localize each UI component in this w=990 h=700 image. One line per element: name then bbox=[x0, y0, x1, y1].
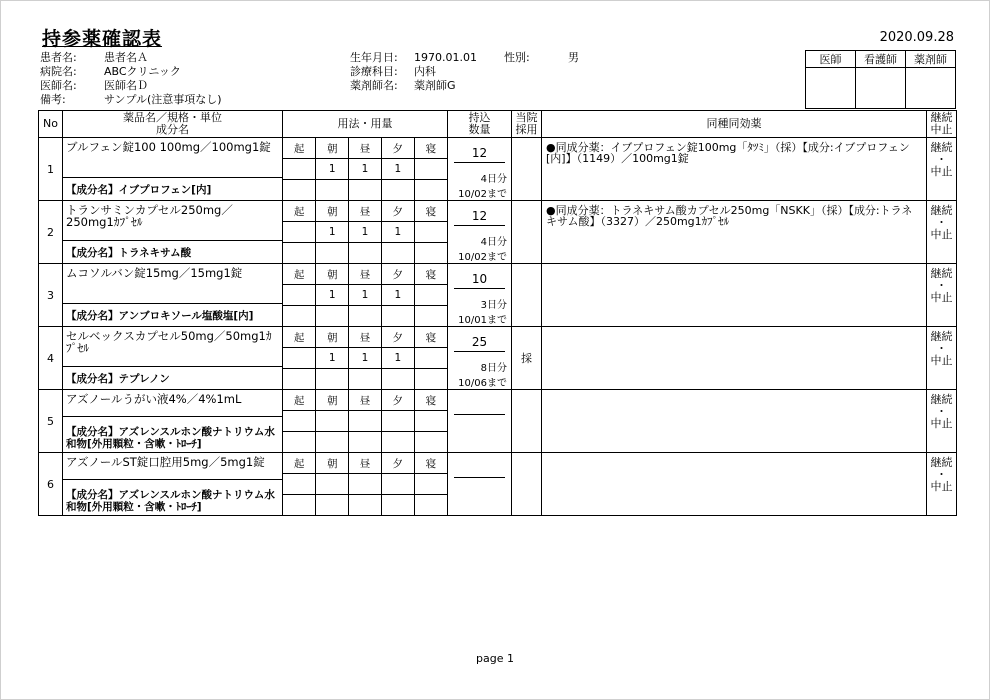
dose-label: 寝 bbox=[414, 327, 447, 348]
same-effect-drug bbox=[542, 264, 927, 327]
qty-cell bbox=[448, 453, 512, 516]
qty-value[interactable]: 25 bbox=[454, 335, 505, 352]
dose-label: 起 bbox=[283, 390, 316, 411]
col-qty-line2: 数量 bbox=[468, 123, 491, 136]
dose-label: 夕 bbox=[381, 201, 414, 222]
dose-blank[interactable] bbox=[381, 306, 414, 327]
drug-divider bbox=[63, 177, 282, 178]
table-row bbox=[39, 264, 957, 327]
drug-name: ムコソルバン錠15mg／15mg1錠 bbox=[66, 266, 243, 280]
qty-value[interactable] bbox=[454, 398, 505, 415]
dob-label: 生年月日: bbox=[350, 51, 398, 64]
sex-value: 男 bbox=[568, 51, 579, 64]
qty-value[interactable]: 12 bbox=[454, 146, 505, 163]
dose-value[interactable] bbox=[414, 159, 447, 180]
table-header bbox=[39, 111, 957, 138]
dose-value[interactable]: 1 bbox=[381, 348, 414, 369]
dose-value[interactable]: 1 bbox=[316, 285, 349, 306]
drug-name: トランサミンカプセル250mg／250mg1ｶﾌﾟｾﾙ bbox=[66, 203, 233, 229]
adopt-flag bbox=[512, 453, 542, 516]
document-title: 持参薬確認表 bbox=[42, 28, 163, 50]
dose-label: 寝 bbox=[414, 453, 447, 474]
qty-until: 10/02まで bbox=[458, 252, 507, 263]
dose-blank[interactable] bbox=[414, 432, 447, 453]
dose-value[interactable]: 1 bbox=[349, 348, 382, 369]
continue-label[interactable]: 継続 bbox=[930, 267, 953, 280]
dose-label: 夕 bbox=[381, 138, 414, 159]
dose-label: 寝 bbox=[414, 390, 447, 411]
patient-name: 患者名Ａ bbox=[104, 51, 148, 64]
drug-cell bbox=[63, 327, 283, 390]
col-qty-line1: 持込 bbox=[468, 111, 491, 124]
drug-name: ブルフェン錠100 100mg／100mg1錠 bbox=[66, 140, 271, 154]
medication-table bbox=[38, 110, 957, 516]
dose-blank[interactable] bbox=[381, 243, 414, 264]
dose-label: 朝 bbox=[316, 390, 349, 411]
separator-dot: ・ bbox=[936, 405, 947, 418]
doctor-label: 医師名: bbox=[40, 79, 77, 92]
drug-component: 【成分名】アズレンスルホン酸ナトリウム水和物[外用顆粒・含嗽・ﾄﾛｰﾁ] bbox=[66, 426, 275, 450]
col-drug bbox=[63, 111, 283, 138]
drug-cell bbox=[63, 390, 283, 453]
continue-label[interactable]: 継続 bbox=[930, 204, 953, 217]
same-effect-drug: ●同成分薬：トラネキサム酸カプセル250mg「NSKK」（採）【成分:トラネキサム酸】（3327）／250mg1ｶﾌﾟｾﾙ bbox=[542, 201, 927, 264]
drug-component: 【成分名】テプレノン bbox=[66, 373, 170, 385]
dose-value[interactable]: 1 bbox=[381, 159, 414, 180]
dose-blank[interactable] bbox=[414, 180, 447, 201]
dose-value[interactable]: 1 bbox=[316, 222, 349, 243]
dose-value[interactable] bbox=[381, 474, 414, 495]
note-label: 備考: bbox=[40, 93, 66, 106]
note-text: サンプル(注意事項なし) bbox=[104, 93, 222, 106]
pharmacist-value: 薬剤師G bbox=[414, 79, 456, 92]
adopt-flag bbox=[512, 390, 542, 453]
drug-component: 【成分名】アンブロキソール塩酸塩[内] bbox=[66, 310, 254, 322]
stop-label[interactable]: 中止 bbox=[930, 228, 953, 241]
dose-cell bbox=[283, 390, 448, 453]
continue-label[interactable]: 継続 bbox=[930, 141, 953, 154]
dose-grid bbox=[283, 264, 447, 326]
dose-value[interactable] bbox=[316, 411, 349, 432]
drug-name: アズノールうがい液4%／4%1mL bbox=[66, 392, 242, 406]
dose-value[interactable] bbox=[349, 474, 382, 495]
col-cont-line1: 継続 bbox=[930, 111, 953, 124]
qty-days: 4日分 bbox=[480, 174, 507, 185]
stop-label[interactable]: 中止 bbox=[930, 480, 953, 493]
qty-days: 3日分 bbox=[480, 300, 507, 311]
drug-component: 【成分名】イブプロフェン[内] bbox=[66, 184, 212, 196]
dose-blank[interactable] bbox=[316, 306, 349, 327]
pharmacist-label: 薬剤師名: bbox=[350, 79, 398, 92]
dose-label: 昼 bbox=[349, 390, 382, 411]
page-number: page 1 bbox=[476, 652, 514, 665]
same-effect-drug bbox=[542, 327, 927, 390]
dose-value[interactable]: 1 bbox=[349, 222, 382, 243]
dose-blank[interactable] bbox=[381, 495, 414, 516]
dose-value[interactable] bbox=[283, 222, 316, 243]
patient-name-label: 患者名: bbox=[40, 51, 77, 64]
dose-blank[interactable] bbox=[316, 495, 349, 516]
sex-label: 性別: bbox=[504, 51, 530, 64]
dose-blank[interactable] bbox=[283, 243, 316, 264]
dose-label: 朝 bbox=[316, 453, 349, 474]
dose-blank[interactable] bbox=[349, 369, 382, 390]
adopt-flag bbox=[512, 201, 542, 264]
col-qty bbox=[448, 111, 512, 138]
dose-grid bbox=[283, 138, 447, 200]
dose-label: 起 bbox=[283, 138, 316, 159]
continue-stop-cell[interactable] bbox=[927, 390, 957, 453]
document-date: 2020.09.28 bbox=[879, 30, 954, 45]
dose-label: 寝 bbox=[414, 264, 447, 285]
dose-cell bbox=[283, 201, 448, 264]
dose-value[interactable] bbox=[414, 285, 447, 306]
dose-label: 朝 bbox=[316, 138, 349, 159]
dose-value[interactable] bbox=[316, 474, 349, 495]
adopt-flag bbox=[512, 138, 542, 201]
dose-grid bbox=[283, 201, 447, 263]
dose-label: 寝 bbox=[414, 201, 447, 222]
stop-label[interactable]: 中止 bbox=[930, 354, 953, 367]
dose-blank[interactable] bbox=[283, 180, 316, 201]
continue-stop-cell[interactable] bbox=[927, 264, 957, 327]
adopt-flag: 採 bbox=[512, 327, 542, 390]
signoff-pharmacist-stamp[interactable] bbox=[906, 68, 956, 109]
dose-label: 夕 bbox=[381, 453, 414, 474]
dose-blank[interactable] bbox=[283, 432, 316, 453]
dose-value[interactable]: 1 bbox=[381, 285, 414, 306]
qty-value[interactable]: 12 bbox=[454, 209, 505, 226]
dose-label: 夕 bbox=[381, 390, 414, 411]
dose-value[interactable]: 1 bbox=[349, 159, 382, 180]
drug-component: 【成分名】アズレンスルホン酸ナトリウム水和物[外用顆粒・含嗽・ﾄﾛｰﾁ] bbox=[66, 489, 275, 513]
qty-cell bbox=[448, 201, 512, 264]
dose-label: 朝 bbox=[316, 264, 349, 285]
qty-value[interactable]: 10 bbox=[454, 272, 505, 289]
dose-label: 朝 bbox=[316, 201, 349, 222]
dept-value: 内科 bbox=[414, 65, 436, 78]
drug-cell bbox=[63, 453, 283, 516]
qty-until: 10/06まで bbox=[458, 378, 507, 389]
drug-divider bbox=[63, 416, 282, 417]
table-row bbox=[39, 390, 957, 453]
qty-cell bbox=[448, 327, 512, 390]
dose-blank[interactable] bbox=[349, 306, 382, 327]
dose-blank[interactable] bbox=[349, 495, 382, 516]
col-usage: 用法・用量 bbox=[283, 111, 448, 138]
drug-name: アズノールST錠口腔用5mg／5mg1錠 bbox=[66, 455, 265, 469]
separator-dot: ・ bbox=[936, 153, 947, 166]
same-effect-drug bbox=[542, 453, 927, 516]
separator-dot: ・ bbox=[936, 279, 947, 292]
dose-label: 起 bbox=[283, 264, 316, 285]
drug-divider bbox=[63, 303, 282, 304]
col-adopt-line1: 当院 bbox=[515, 111, 538, 124]
dose-blank[interactable] bbox=[316, 180, 349, 201]
dose-value[interactable] bbox=[283, 285, 316, 306]
table-row bbox=[39, 453, 957, 516]
table-row bbox=[39, 201, 957, 264]
qty-until: 10/02まで bbox=[458, 189, 507, 200]
dose-value[interactable] bbox=[381, 411, 414, 432]
qty-cell bbox=[448, 390, 512, 453]
dose-label: 夕 bbox=[381, 264, 414, 285]
continue-label[interactable]: 継続 bbox=[930, 456, 953, 469]
signoff-nurse-label: 看護師 bbox=[856, 51, 906, 68]
dept-label: 診療科目: bbox=[350, 65, 398, 78]
row-number: 5 bbox=[39, 390, 63, 453]
signoff-doctor-stamp[interactable] bbox=[806, 68, 856, 109]
continue-label[interactable]: 継続 bbox=[930, 330, 953, 343]
signoff-nurse-stamp[interactable] bbox=[856, 68, 906, 109]
row-number: 3 bbox=[39, 264, 63, 327]
dose-label: 寝 bbox=[414, 138, 447, 159]
qty-days: 8日分 bbox=[480, 363, 507, 374]
signoff-pharmacist-label: 薬剤師 bbox=[906, 51, 956, 68]
dose-value[interactable] bbox=[414, 411, 447, 432]
continue-stop-cell[interactable] bbox=[927, 138, 957, 201]
dose-cell bbox=[283, 138, 448, 201]
drug-divider bbox=[63, 366, 282, 367]
continue-label[interactable]: 継続 bbox=[930, 393, 953, 406]
qty-cell bbox=[448, 264, 512, 327]
separator-dot: ・ bbox=[936, 468, 947, 481]
dose-label: 昼 bbox=[349, 264, 382, 285]
row-number: 2 bbox=[39, 201, 63, 264]
dose-blank[interactable] bbox=[381, 432, 414, 453]
col-adopt-line2: 採用 bbox=[515, 123, 538, 136]
dose-value[interactable]: 1 bbox=[316, 348, 349, 369]
adopt-flag bbox=[512, 264, 542, 327]
dose-blank[interactable] bbox=[414, 369, 447, 390]
dose-blank[interactable] bbox=[381, 369, 414, 390]
dose-label: 起 bbox=[283, 453, 316, 474]
dose-blank[interactable] bbox=[349, 243, 382, 264]
dose-value[interactable] bbox=[283, 348, 316, 369]
dose-blank[interactable] bbox=[316, 243, 349, 264]
dose-value[interactable] bbox=[349, 411, 382, 432]
qty-cell bbox=[448, 138, 512, 201]
dose-blank[interactable] bbox=[316, 432, 349, 453]
row-number: 4 bbox=[39, 327, 63, 390]
drug-name: セルベックスカプセル50mg／50mg1ｶﾌﾟｾﾙ bbox=[66, 329, 272, 355]
dose-blank[interactable] bbox=[349, 180, 382, 201]
dose-label: 朝 bbox=[316, 327, 349, 348]
dose-value[interactable]: 1 bbox=[349, 285, 382, 306]
dose-value[interactable]: 1 bbox=[381, 222, 414, 243]
dose-blank[interactable] bbox=[283, 495, 316, 516]
separator-dot: ・ bbox=[936, 216, 947, 229]
hospital-name: ABCクリニック bbox=[104, 65, 181, 78]
col-adopt bbox=[512, 111, 542, 138]
dose-cell bbox=[283, 327, 448, 390]
stop-label[interactable]: 中止 bbox=[930, 165, 953, 178]
qty-until: 10/01まで bbox=[458, 315, 507, 326]
dose-blank[interactable] bbox=[381, 180, 414, 201]
table-row bbox=[39, 138, 957, 201]
dose-grid bbox=[283, 453, 447, 515]
stop-label[interactable]: 中止 bbox=[930, 291, 953, 304]
dose-label: 起 bbox=[283, 327, 316, 348]
separator-dot: ・ bbox=[936, 342, 947, 355]
row-number: 1 bbox=[39, 138, 63, 201]
qty-days: 4日分 bbox=[480, 237, 507, 248]
dose-blank[interactable] bbox=[349, 432, 382, 453]
qty-value[interactable] bbox=[454, 461, 505, 478]
dose-blank[interactable] bbox=[414, 243, 447, 264]
dob-value: 1970.01.01 bbox=[414, 51, 477, 64]
same-effect-drug: ●同成分薬：イブプロフェン錠100mg「ﾀﾂﾐ」（採）【成分:イブプロフェン[内]】（1149）／100mg1錠 bbox=[542, 138, 927, 201]
dose-value[interactable] bbox=[414, 348, 447, 369]
dose-blank[interactable] bbox=[316, 369, 349, 390]
stop-label[interactable]: 中止 bbox=[930, 417, 953, 430]
continue-stop-cell[interactable] bbox=[927, 453, 957, 516]
doctor-name: 医師名Ｄ bbox=[104, 79, 148, 92]
dose-grid bbox=[283, 390, 447, 452]
dose-label: 昼 bbox=[349, 453, 382, 474]
table-row bbox=[39, 327, 957, 390]
signoff-box bbox=[805, 50, 956, 109]
patient-info-left bbox=[40, 51, 222, 107]
col-no: No bbox=[39, 111, 63, 138]
row-number: 6 bbox=[39, 453, 63, 516]
drug-cell bbox=[63, 264, 283, 327]
col-cont bbox=[927, 111, 957, 138]
dose-value[interactable]: 1 bbox=[316, 159, 349, 180]
same-effect-drug bbox=[542, 390, 927, 453]
dose-value[interactable] bbox=[283, 474, 316, 495]
drug-component: 【成分名】トラネキサム酸 bbox=[66, 247, 192, 259]
dose-blank[interactable] bbox=[414, 495, 447, 516]
dose-value[interactable] bbox=[283, 159, 316, 180]
dose-value[interactable] bbox=[414, 474, 447, 495]
signoff-doctor-label: 医師 bbox=[806, 51, 856, 68]
continue-stop-cell[interactable] bbox=[927, 201, 957, 264]
col-same: 同種同効薬 bbox=[542, 111, 927, 138]
dose-label: 夕 bbox=[381, 327, 414, 348]
dose-cell bbox=[283, 264, 448, 327]
dose-value[interactable] bbox=[414, 222, 447, 243]
drug-divider bbox=[63, 479, 282, 480]
col-drug-line2: 成分名 bbox=[156, 123, 189, 136]
col-cont-line2: 中止 bbox=[930, 123, 953, 136]
col-drug-line1: 薬品名／規格・単位 bbox=[123, 111, 222, 124]
dose-label: 昼 bbox=[349, 327, 382, 348]
dose-blank[interactable] bbox=[414, 306, 447, 327]
drug-cell bbox=[63, 201, 283, 264]
patient-info-right bbox=[350, 51, 579, 93]
drug-divider bbox=[63, 240, 282, 241]
continue-stop-cell[interactable] bbox=[927, 327, 957, 390]
dose-blank[interactable] bbox=[283, 369, 316, 390]
hospital-label: 病院名: bbox=[40, 65, 77, 78]
dose-value[interactable] bbox=[283, 411, 316, 432]
dose-label: 昼 bbox=[349, 201, 382, 222]
dose-grid bbox=[283, 327, 447, 389]
drug-cell bbox=[63, 138, 283, 201]
dose-label: 昼 bbox=[349, 138, 382, 159]
dose-label: 起 bbox=[283, 201, 316, 222]
dose-blank[interactable] bbox=[283, 306, 316, 327]
dose-cell bbox=[283, 453, 448, 516]
